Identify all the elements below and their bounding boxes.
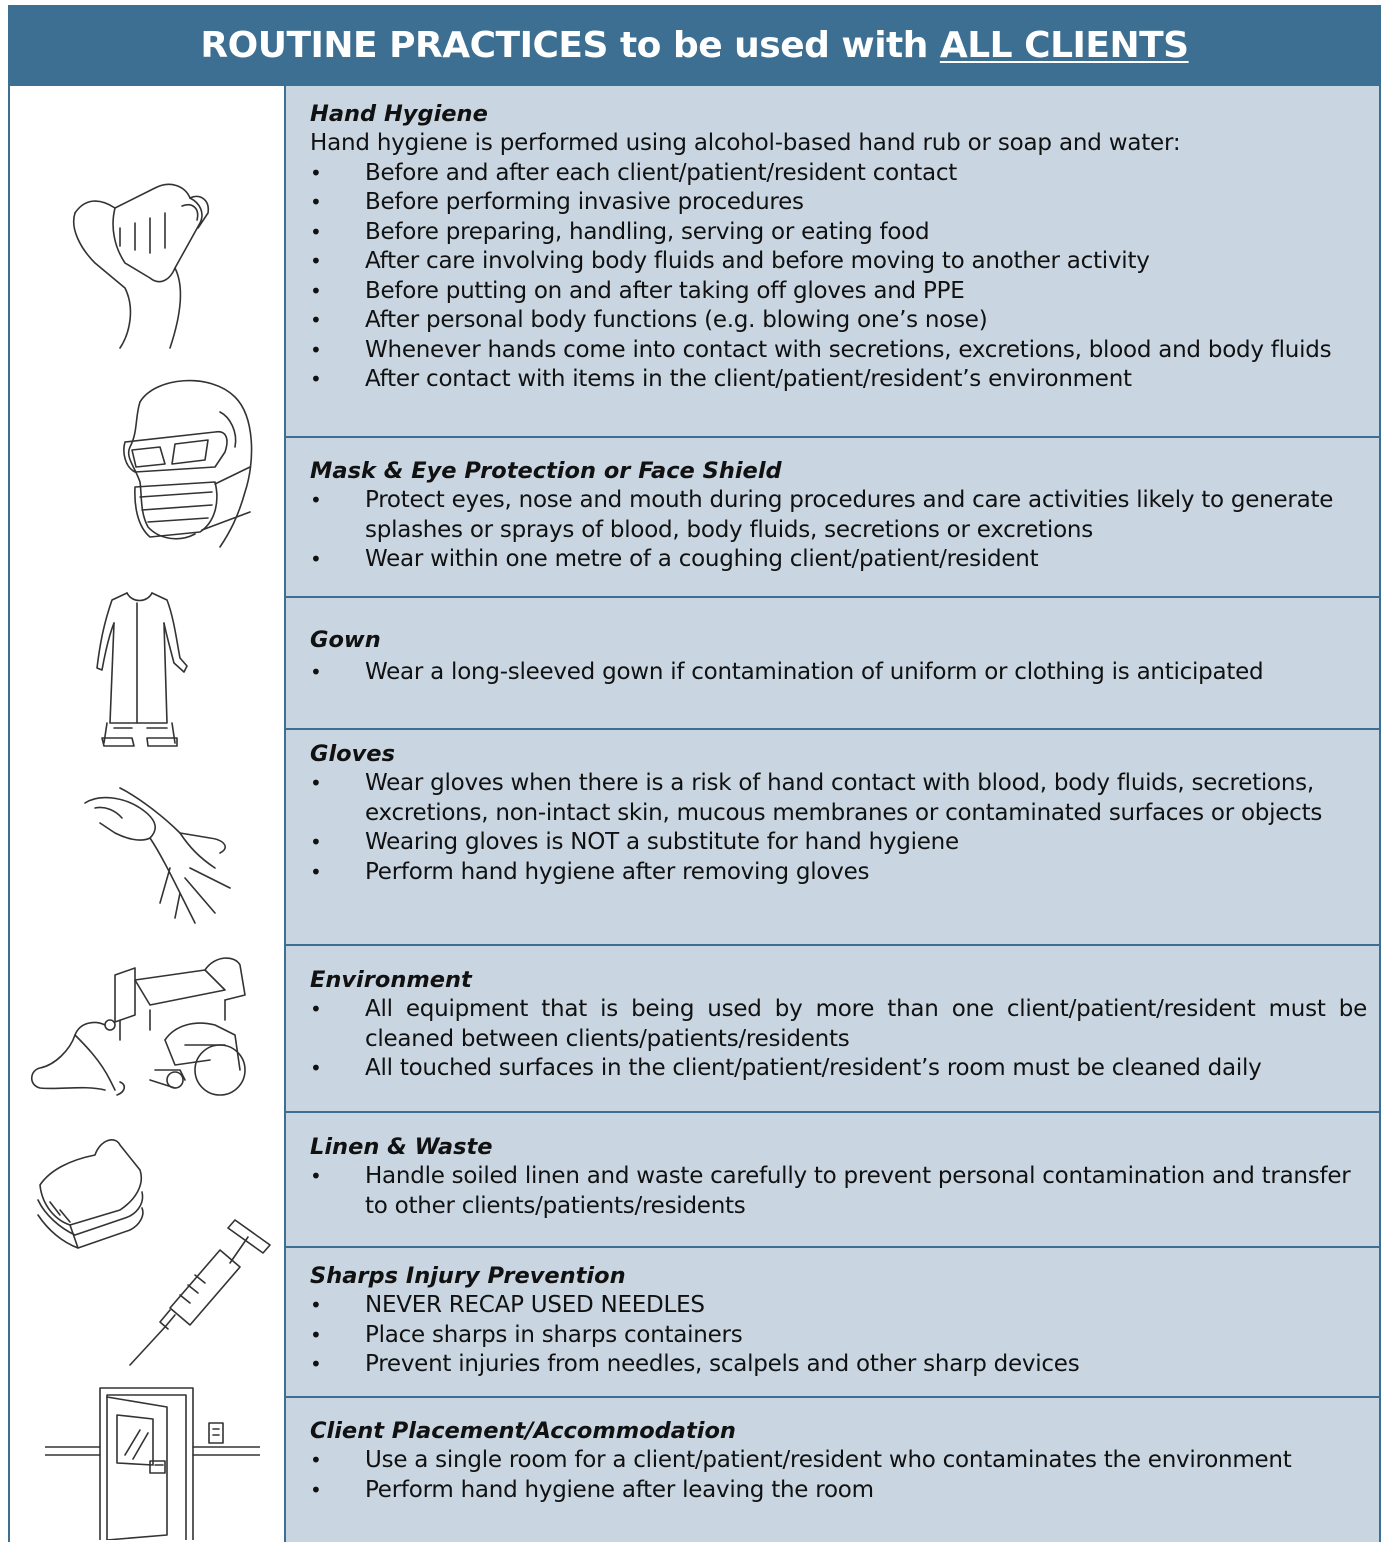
bed-wheelchair-stethoscope-icon xyxy=(25,950,260,1110)
bullet-list xyxy=(310,658,1367,688)
section-title: Gloves xyxy=(310,741,395,767)
list-item: • Place sharps in sharps containers xyxy=(310,1321,1367,1351)
section-mask-eye-protection xyxy=(286,438,1379,598)
section-title: Mask & Eye Protection or Face Shield xyxy=(310,458,782,484)
list-item: • Wear within one metre of a coughing client/patient/resident xyxy=(310,545,1367,575)
list-item: • Perform hand hygiene after leaving the room xyxy=(310,1476,1367,1506)
list-item: • Before preparing, handling, serving or eating food xyxy=(310,218,1367,248)
section-hand-hygiene xyxy=(286,100,1379,438)
list-item: • Before performing invasive procedures xyxy=(310,188,1367,218)
section-title: Environment xyxy=(310,967,472,993)
section-intro: Hand hygiene is performed using alcohol-based hand rub or soap and water: xyxy=(310,130,1181,156)
bullet-list xyxy=(310,1291,1367,1380)
face-mask-goggles-icon xyxy=(120,372,260,552)
list-item: • NEVER RECAP USED NEEDLES xyxy=(310,1291,1367,1321)
bullet-list xyxy=(310,1162,1367,1221)
section-title: Hand Hygiene xyxy=(310,101,488,127)
list-item: • Prevent injuries from needles, scalpels and other sharp devices xyxy=(310,1350,1367,1380)
section-title: Gown xyxy=(310,627,381,653)
section-title: Client Placement/Accommodation xyxy=(310,1418,736,1444)
hands-icon xyxy=(60,168,230,353)
list-item: • Before putting on and after taking off gloves and PPE xyxy=(310,277,1367,307)
section-gown xyxy=(286,598,1379,730)
title-emphasis: ALL CLIENTS xyxy=(939,25,1189,66)
title-main: ROUTINE PRACTICES to be used with xyxy=(200,25,928,66)
list-item: • After personal body functions (e.g. blowing one’s nose) xyxy=(310,306,1367,336)
section-title: Sharps Injury Prevention xyxy=(310,1263,626,1289)
section-gloves xyxy=(286,730,1379,946)
list-item: • Protect eyes, nose and mouth during procedures and care activities likely to generate splashes or sprays of blood, body fluids, secretions or excretions xyxy=(310,486,1367,545)
list-item: • Before and after each client/patient/resident contact xyxy=(310,159,1367,189)
gown-icon xyxy=(92,588,197,753)
bullet-list xyxy=(310,486,1367,575)
section-title: Linen & Waste xyxy=(310,1134,493,1160)
section-client-placement xyxy=(286,1398,1379,1542)
list-item: • All touched surfaces in the client/patient/resident’s room must be cleaned daily xyxy=(310,1054,1367,1084)
list-item: • All equipment that is being used by more than one client/patient/resident must be cleaned between clients/patients/residents xyxy=(310,995,1367,1054)
gloves-icon xyxy=(80,778,245,933)
list-item: • Whenever hands come into contact with secretions, excretions, blood and body fluids xyxy=(310,336,1367,366)
syringe-icon xyxy=(120,1215,275,1370)
bullet-list xyxy=(310,159,1367,395)
list-item: • Use a single room for a client/patient/resident who contaminates the environment xyxy=(310,1446,1367,1476)
list-item: • After contact with items in the client/patient/resident’s environment xyxy=(310,365,1367,395)
section-linen-waste xyxy=(286,1113,1379,1248)
list-item: • Wear a long-sleeved gown if contamination of uniform or clothing is anticipated xyxy=(310,658,1367,688)
section-environment xyxy=(286,946,1379,1113)
bullet-list xyxy=(310,1446,1367,1505)
bullet-list xyxy=(310,769,1367,887)
section-sharps-injury-prevention xyxy=(286,1248,1379,1398)
door-room-icon xyxy=(45,1385,260,1540)
page-title xyxy=(8,5,1381,86)
list-item: • Handle soiled linen and waste carefully to prevent personal contamination and transfer to other clients/patients/residents xyxy=(310,1162,1367,1221)
list-item: • After care involving body fluids and before moving to another activity xyxy=(310,247,1367,277)
list-item: • Wearing gloves is NOT a substitute for hand hygiene xyxy=(310,828,1367,858)
bullet-list xyxy=(310,995,1367,1084)
list-item: • Wear gloves when there is a risk of hand contact with blood, body fluids, secretions, excretions, non-intact skin, mucous membranes or contaminated surfaces or objects xyxy=(310,769,1367,828)
list-item: • Perform hand hygiene after removing gloves xyxy=(310,858,1367,888)
